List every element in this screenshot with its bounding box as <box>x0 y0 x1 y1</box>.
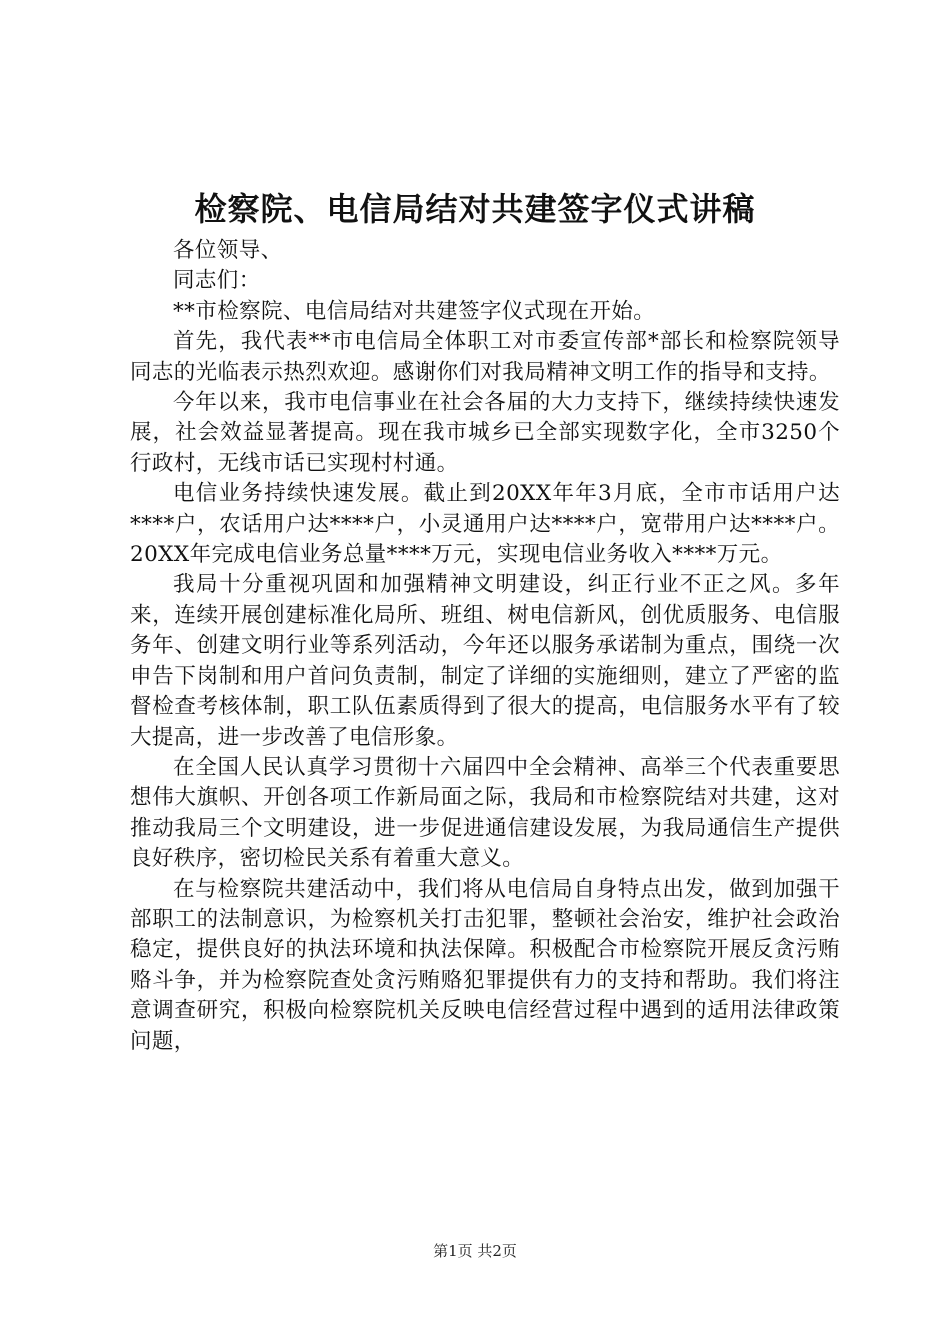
paragraph-cooperation: 在与检察院共建活动中，我们将从电信局自身特点出发，做到加强干部职工的法制意识，为检察机关打击犯罪，整顿社会治安，维护社会政治稳定，提供良好的执法环境和执法保障。积极配合市检察院开展反贪污贿赂斗争，并为检察院查处贪污贿赂犯罪提供有力的支持和帮助。我们将注意调查研究，积极向检察院机关反映电信经营过程中遇到的适用法律政策问题， <box>130 876 840 1054</box>
salutation-leaders: 各位领导、 <box>173 238 283 263</box>
paragraph-significance: 在全国人民认真学习贯彻十六届四中全会精神、高举三个代表重要思想伟大旗帜、开创各项工作新局面之际，我局和市检察院结对共建，这对推动我局三个文明建设，进一步促进通信建设发展，为我局通信生产提供良好秩序，密切检民关系有着重大意义。 <box>130 754 840 872</box>
document-title: 检察院、电信局结对共建签字仪式讲稿 <box>194 190 756 228</box>
paragraph-opening: **市检察院、电信局结对共建签字仪式现在开始。 <box>173 298 656 324</box>
page-total: 共2页 <box>477 1242 517 1260</box>
paragraph-development: 今年以来，我市电信事业在社会各届的大力支持下，继续持续快速发展，社会效益显著提高。现在我市城乡已全部实现数字化，全市3250个行政村，无线市话已实现村村通。 <box>130 390 840 476</box>
page-footer <box>0 1241 950 1261</box>
paragraph-business: 电信业务持续快速发展。截止到20XX年年3月底，全市市话用户达****户，农话用户达****户，小灵通用户达****户，宽带用户达****户。20XX年完成电信业务总量****万元，实现电信业务收入****万元。 <box>130 481 840 568</box>
page-number: 第1页 <box>433 1242 473 1260</box>
salutation-comrades: 同志们： <box>173 268 261 294</box>
document-body <box>130 236 840 1057</box>
paragraph-civilization: 我局十分重视巩固和加强精神文明建设，纠正行业不正之风。多年来，连续开展创建标准化局所、班组、树电信新风，创优质服务、电信服务年、创建文明行业等系列活动，今年还以服务承诺制为重点，围绕一次申告下岗制和用户首问负责制，制定了详细的实施细则，建立了严密的监督检查考核体制，职工队伍素质得到了很大的提高，电信服务水平有了较大提高，进一步改善了电信形象。 <box>130 572 840 750</box>
paragraph-welcome: 首先，我代表**市电信局全体职工对市委宣传部*部长和检察院领导同志的光临表示热烈欢迎。感谢你们对我局精神文明工作的指导和支持。 <box>130 329 840 385</box>
